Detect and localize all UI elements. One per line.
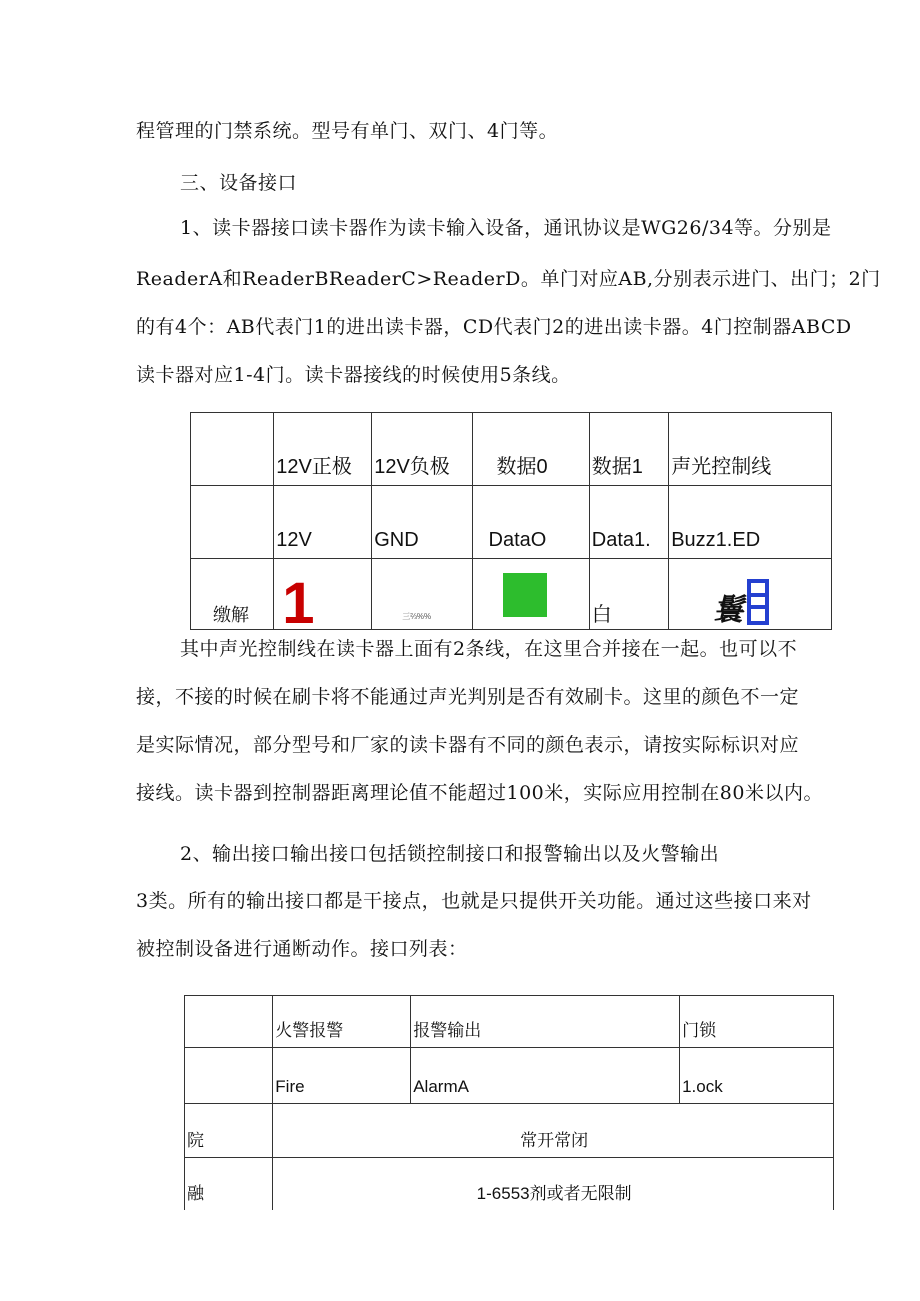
blue-color-mark [747,579,769,625]
paragraph-4-line-2: 3类。所有的输出接口都是干接点，也就是只提供开关功能。通过这些接口来对 [136,890,812,912]
cell: DataO [472,486,589,559]
cell [669,559,832,630]
paragraph-2-line-1: 1、读卡器接口读卡器作为读卡输入设备，通讯协议是WG26/34等。分别是 [180,217,832,239]
paragraph-2-line-4: 读卡器对应1-4门。读卡器接线的时候使用5条线。 [136,364,571,386]
cell [191,413,274,486]
cell [191,486,274,559]
cell [191,559,274,630]
cell: 12V [274,486,372,559]
glyph-mark: 鬟 [713,593,744,628]
cell: 常开常闭 [273,1104,834,1158]
cell: AlarmA [411,1048,680,1104]
paragraph-2-line-3: 的有4个：AB代表门1的进出读卡器，CD代表门2的进出读卡器。4门控制器ABCD [136,316,852,338]
cell: 数据1 [589,413,668,486]
cell: 门锁 [680,996,834,1048]
cell: 火警报警 [273,996,411,1048]
output-interface-table [184,995,834,1210]
cell: 1-6553剂或者无限制 [273,1158,834,1210]
small-mark: 三⅔%% [402,612,432,621]
cell [472,559,589,630]
green-color-swatch [503,573,547,617]
cell: 数据0 [472,413,589,486]
paragraph-3-line-3: 是实际情况，部分型号和厂家的读卡器有不同的颜色表示，请按实际标识对应 [136,734,800,756]
paragraph-3-line-4: 接线。读卡器到控制器距离理论值不能超过100米，实际应用控制在80米以内。 [136,782,823,804]
cell: Fire [273,1048,411,1104]
cell [185,996,273,1048]
cell: 融 [185,1158,273,1210]
cell: 1.ock [680,1048,834,1104]
paragraph-3-line-1: 其中声光控制线在读卡器上面有2条线，在这里合并接在一起。也可以不 [180,638,798,660]
cell: 声光控制线 [669,413,832,486]
cell: Buzz1.ED [669,486,832,559]
paragraph-4-line-3: 被控制设备进行通断动作。接口列表： [136,938,468,960]
cell: 12V正极 [274,413,372,486]
row-label: 缴解 [213,605,249,626]
paragraph-3-line-2: 接，不接的时候在刷卡将不能通过声光判别是否有效刷卡。这里的颜色不一定 [136,686,800,708]
cell [589,559,668,630]
reader-wiring-table [190,412,832,636]
cell [185,1048,273,1104]
paragraph-2-line-2: ReaderA和ReaderBReaderC>ReaderD。单门对应AB,分别表示进门、出门；2门 [136,268,881,290]
section-heading: 三、设备接口 [180,172,298,194]
paragraph-4-line-1: 2、输出接口输出接口包括锁控制接口和报警输出以及火警输出 [180,843,720,865]
cell: 报警输出 [411,996,680,1048]
cell: GND [372,486,472,559]
red-wire-mark: 1 [282,571,315,636]
paragraph-1: 程管理的门禁系统。型号有单门、双门、4门等。 [136,120,559,142]
cell [274,559,372,636]
cell [372,559,472,630]
cell: Data1. [589,486,668,559]
cell: 院 [185,1104,273,1158]
cell: 12V负极 [372,413,472,486]
white-label: 白 [591,602,612,626]
